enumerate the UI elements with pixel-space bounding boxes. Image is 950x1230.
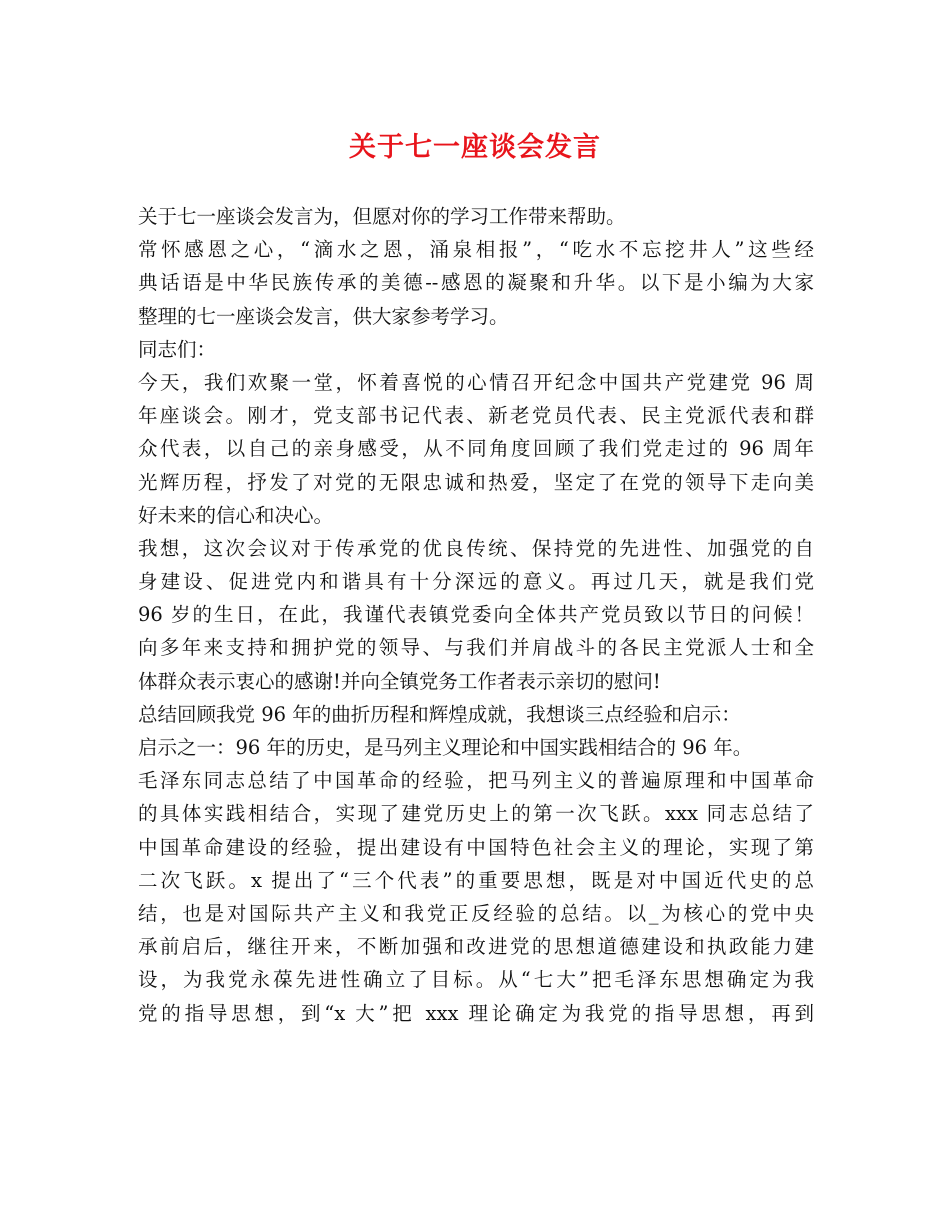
body-line: 年座谈会。刚才，党支部书记代表、新老党员代表、民主党派代表和群 bbox=[138, 404, 814, 428]
body-line: 今天，我们欢聚一堂，怀着喜悦的心情召开纪念中国共产党建党 96 周 bbox=[138, 370, 814, 394]
body-line: 承前启后，继往开来，不断加强和改进党的思想道德建设和执政能力建 bbox=[138, 935, 814, 959]
body-line: 启示之一：96 年的历史，是马列主义理论和中国实践相结合的 96 年。 bbox=[138, 736, 753, 759]
body-line: 总结回顾我党 96 年的曲折历程和辉煌成就，我想谈三点经验和启示： bbox=[138, 702, 741, 726]
body-line: 好未来的信心和决心。 bbox=[138, 503, 334, 527]
body-line: 身建设、促进党内和谐具有十分深远的意义。再过几天，就是我们党 bbox=[138, 570, 814, 594]
body-line: 典话语是中华民族传承的美德--感恩的凝聚和升华。以下是小编为大家 bbox=[138, 271, 814, 295]
body-line: 常怀感恩之心，“滴水之恩，涌泉相报”，“吃水不忘挖井人”这些经 bbox=[138, 238, 814, 262]
body-line: 众代表，以自己的亲身感受，从不同角度回顾了我们党走过的 96 周年 bbox=[138, 437, 814, 461]
body-line: 我想，这次会议对于传承党的优良传统、保持党的先进性、加强党的自 bbox=[138, 536, 814, 560]
body-line: 关于七一座谈会发言为，但愿对你的学习工作带来帮助。 bbox=[138, 205, 626, 228]
body-line: 的具体实践相结合，实现了建党历史上的第一次飞跃。xxx 同志总结了 bbox=[138, 802, 814, 826]
body-line: 党的指导思想，到“x 大”把 xxx 理论确定为我党的指导思想，再到 bbox=[138, 1001, 814, 1025]
body-line: 同志们： bbox=[138, 337, 217, 361]
body-line: 向多年来支持和拥护党的领导、与我们并肩战斗的各民主党派人士和全 bbox=[138, 636, 814, 660]
body-line: 毛泽东同志总结了中国革命的经验，把马列主义的普遍原理和中国革命 bbox=[138, 769, 814, 793]
body-line: 光辉历程，抒发了对党的无限忠诚和热爱，坚定了在党的领导下走向美 bbox=[138, 470, 814, 494]
body-line: 体群众表示衷心的感谢!并向全镇党务工作者表示亲切的慰问! bbox=[138, 669, 661, 693]
body-line: 结，也是对国际共产主义和我党正反经验的总结。以_为核心的党中央 bbox=[138, 901, 814, 925]
document-title: 关于七一座谈会发言 bbox=[349, 132, 601, 163]
body-line: 二次飞跃。x 提出了“三个代表”的重要思想，既是对中国近代史的总 bbox=[138, 868, 814, 892]
document-body bbox=[138, 200, 814, 1030]
body-line: 中国革命建设的经验，提出建设有中国特色社会主义的理论，实现了第 bbox=[138, 835, 814, 859]
body-line: 96 岁的生日，在此，我谨代表镇党委向全体共产党员致以节日的问候！ bbox=[138, 603, 814, 627]
body-line: 设，为我党永葆先进性确立了目标。从“七大”把毛泽东思想确定为我 bbox=[138, 968, 814, 992]
body-line: 整理的七一座谈会发言，供大家参考学习。 bbox=[138, 304, 509, 328]
